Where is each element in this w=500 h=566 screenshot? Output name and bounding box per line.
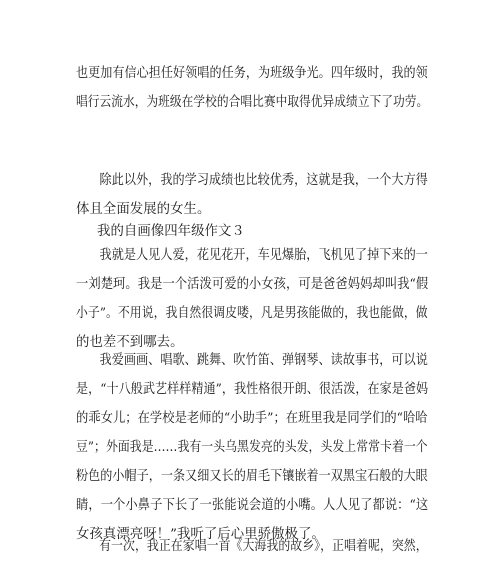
text-line: 是，“十八般武艺样样精通”，我性格很开朗、很活泼，在家是爸妈 bbox=[76, 382, 429, 397]
text-line: 小子”。不用说，我自然很调皮喽，凡是男孩能做的，我也能做，做 bbox=[76, 306, 428, 321]
text-line: 粉色的小帽子，一条又细又长的眉毛下镶嵌着一双黑宝石般的大眼 bbox=[76, 469, 428, 484]
paragraph-story bbox=[76, 532, 428, 561]
text-line: 我就是人见人爱，花见花开，车见爆胎，飞机见了掉下来的一 bbox=[99, 248, 428, 263]
text-line: 除此以外，我的学习成绩也比较优秀，这就是我，一个大方得 bbox=[99, 173, 428, 188]
heading-text: 我的自画像四年级作文３ bbox=[97, 224, 245, 239]
text-line: 我爱画画、唱歌、跳舞、吹竹笛、弹钢琴、读故事书，可以说 bbox=[99, 353, 428, 368]
text-line: 女孩真漂亮呀！”我听了后心里骄傲极了。 bbox=[76, 527, 325, 542]
text-line: 的乖女儿；在学校是老师的“小助手”；在班里我是同学们的“哈哈 bbox=[76, 411, 428, 426]
paragraph-study bbox=[76, 166, 428, 224]
text-line: 豆”；外面我是……我有一头乌黑发亮的头发，头发上常常卡着一个 bbox=[76, 440, 428, 455]
paragraph-singing bbox=[76, 59, 428, 117]
text-line: 唱行云流水，为班级在学校的合唱比赛中取得优异成绩立下了功劳。 bbox=[76, 95, 429, 110]
text-line: 一刘楚珂。我是一个活泼可爱的小女孩，可是爸爸妈妈却叫我“假 bbox=[76, 277, 429, 292]
paragraph-intro bbox=[76, 241, 428, 357]
text-line: 体且全面发展的女生。 bbox=[76, 202, 211, 217]
text-line: 的也差不到哪去。 bbox=[76, 335, 184, 350]
text-line: 有一次，我正在家唱一首《大海我的故乡》，正唱着呢，突然， bbox=[99, 539, 428, 554]
paragraph-hobbies bbox=[76, 346, 428, 549]
text-line: 也更加有信心担任好领唱的任务，为班级争光。四年级时，我的领 bbox=[76, 66, 428, 81]
text-line: 睛，一个小鼻子下长了一张能说会道的小嘴。人人见了都说：“这 bbox=[76, 498, 429, 513]
